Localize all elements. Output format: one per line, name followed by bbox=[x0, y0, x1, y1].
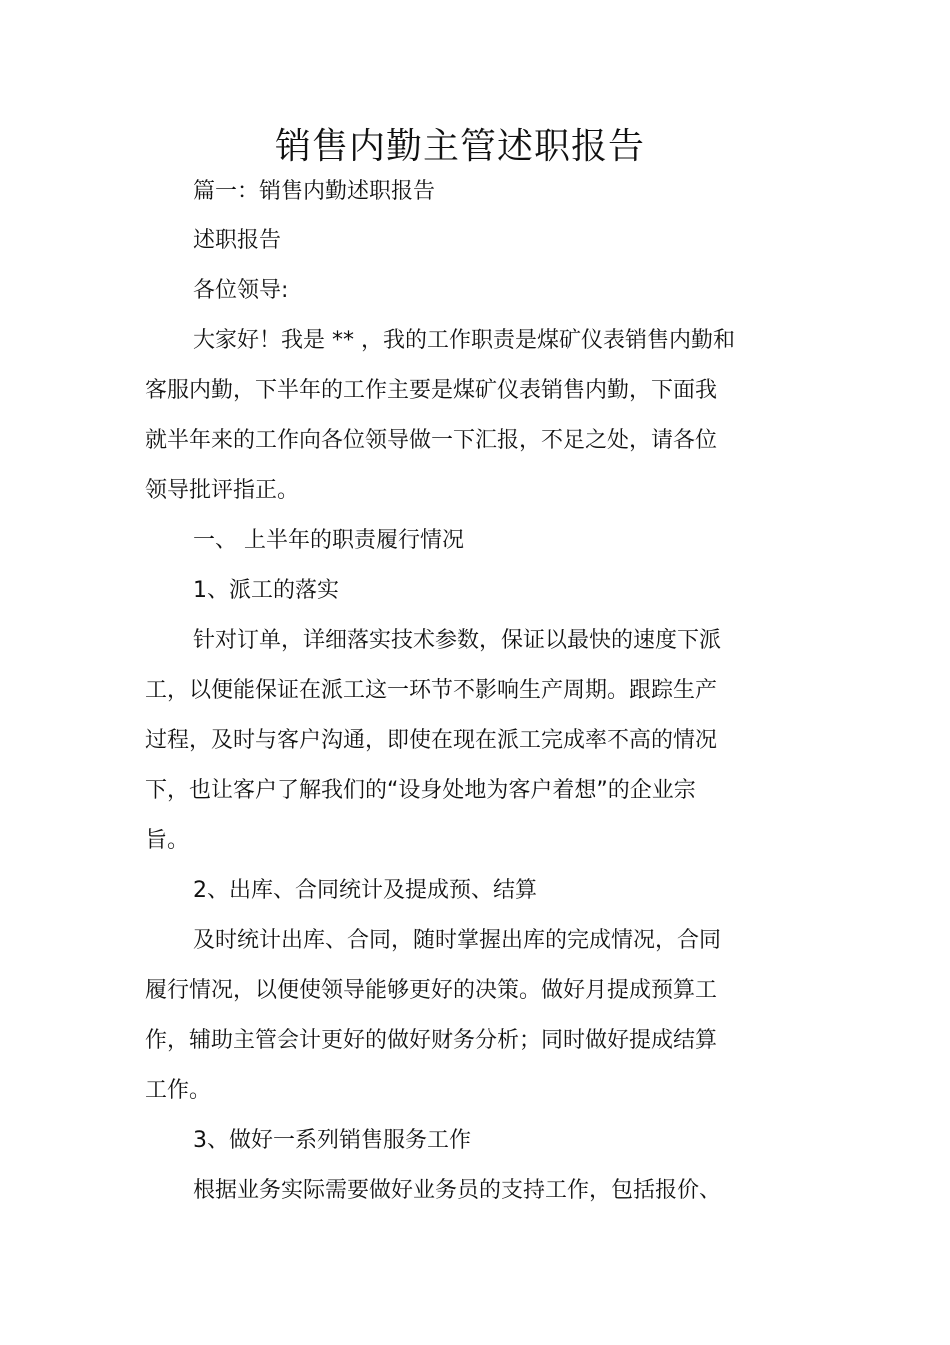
document-title: 销售内勤主管述职报告 bbox=[274, 126, 645, 167]
item-heading: 2、出库、合同统计及提成预、结算 bbox=[193, 878, 537, 903]
item-heading: 1、派工的落实 bbox=[193, 578, 339, 603]
item-heading: 3、做好一系列销售服务工作 bbox=[193, 1128, 471, 1153]
paragraph-line: 及时统计出库、合同，随时掌握出库的完成情况，合同 bbox=[193, 928, 722, 953]
section-heading: 一、 上半年的职责履行情况 bbox=[193, 528, 464, 553]
paragraph-line: 就半年来的工作向各位领导做一下汇报，不足之处，请各位 bbox=[145, 428, 718, 453]
paragraph-line: 大家好！我是 ** ，我的工作职责是煤矿仪表销售内勤和 bbox=[193, 328, 735, 353]
paragraph-line: 工作。 bbox=[145, 1078, 212, 1103]
paragraph-line: 下，也让客户了解我们的“设身处地为客户着想”的企业宗 bbox=[145, 778, 696, 803]
paragraph-line: 工，以便能保证在派工这一环节不影响生产周期。跟踪生产 bbox=[145, 678, 718, 703]
paragraph-line: 客服内勤，下半年的工作主要是煤矿仪表销售内勤，下面我 bbox=[145, 378, 718, 403]
paragraph-line: 过程，及时与客户沟通，即使在现在派工完成率不高的情况 bbox=[145, 728, 718, 753]
paragraph-line: 领导批评指正。 bbox=[145, 478, 300, 503]
section-heading: 篇一：销售内勤述职报告 bbox=[193, 179, 436, 204]
paragraph-line: 履行情况，以便使领导能够更好的决策。做好月提成预算工 bbox=[145, 978, 718, 1003]
paragraph-line: 根据业务实际需要做好业务员的支持工作，包括报价、 bbox=[193, 1178, 722, 1203]
subheading: 述职报告 bbox=[193, 228, 282, 253]
paragraph-line: 针对订单，详细落实技术参数，保证以最快的速度下派 bbox=[193, 628, 722, 653]
paragraph-line: 作，辅助主管会计更好的做好财务分析；同时做好提成结算 bbox=[145, 1028, 718, 1053]
salutation: 各位领导: bbox=[193, 278, 289, 303]
paragraph-line: 旨。 bbox=[145, 828, 190, 853]
